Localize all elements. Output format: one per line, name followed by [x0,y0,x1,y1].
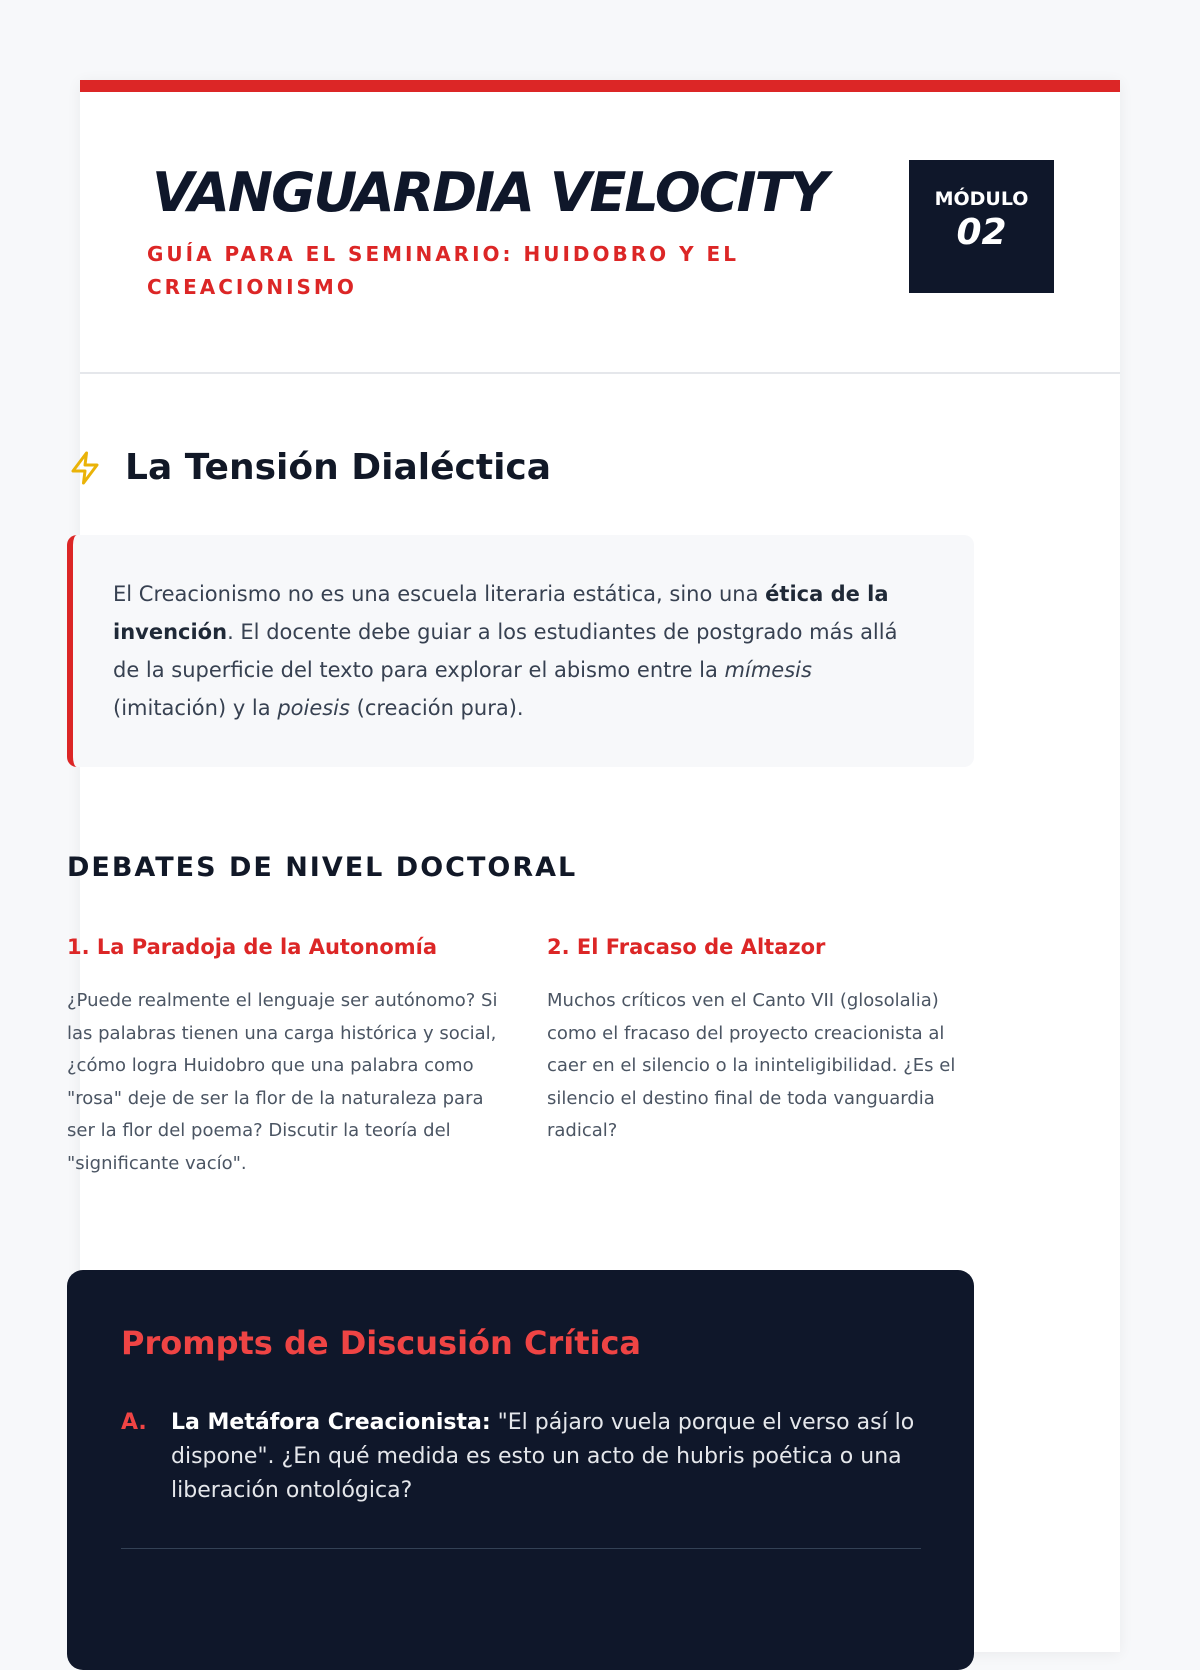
debates-title: DEBATES DE NIVEL DOCTORAL [67,852,578,883]
brand-title: VANGUARDIA VELOCITY [152,161,827,224]
module-label: MÓDULO [934,188,1029,210]
prompt-divider [121,1548,921,1549]
quote-text-3: (imitación) y la [113,696,278,720]
header [80,92,1120,374]
quote-text-1: El Creacionismo no es una escuela literaria estática, sino una [113,582,766,606]
quote-text-2: . El docente debe guiar a los estudiantes de postgrado más allá de la superficie del texto para explorar el abismo entre la [113,620,898,682]
tension-title: La Tensión Dialéctica [125,447,552,488]
tension-quote [67,535,974,767]
debate-heading: 2. El Fracaso de Altazor [547,935,826,959]
prompts-panel [67,1270,974,1670]
debate-item [67,935,507,1180]
lightning-icon [67,449,103,487]
debate-body: ¿Puede realmente el lenguaje ser autónomo? Si las palabras tienen una carga histórica y social, ¿cómo logra Huidobro que una palabra como "rosa" deje de ser la flor de la naturaleza para ser la flor del poema? Discutir la teoría del "significante vacío". [67,990,498,1174]
tension-section-header [67,447,551,488]
debate-body: Muchos críticos ven el Canto VII (glosolalia) como el fracaso del proyecto creacionista al caer en el silencio o la ininteligibilidad. ¿Es el silencio el destino final de toda vanguardia radical? [547,990,956,1141]
prompt-body: "El pájaro vuela porque el verso así lo dispone". ¿En qué medida es esto un acto de hubris poética o una liberación ontológica? [171,1410,915,1503]
seminar-subtitle: GUÍA PARA EL SEMINARIO: HUIDOBRO Y EL CREACIONISMO [147,242,739,299]
prompts-title: Prompts de Discusión Crítica [121,1324,642,1362]
quote-italic-mimesis: mímesis [724,658,812,682]
debate-item [547,935,967,1148]
quote-text-4: (creación pura). [349,696,524,720]
prompt-item [121,1406,921,1508]
prompt-text [171,1406,921,1508]
prompt-letter: A. [121,1410,147,1435]
quote-bold: ética de la invención [113,582,889,644]
debate-heading: 1. La Paradoja de la Autonomía [67,935,437,959]
prompt-bold: La Metáfora Creacionista: [171,1410,491,1435]
quote-italic-poiesis: poiesis [277,696,350,720]
module-badge [909,160,1054,293]
module-number: 02 [956,212,1007,253]
